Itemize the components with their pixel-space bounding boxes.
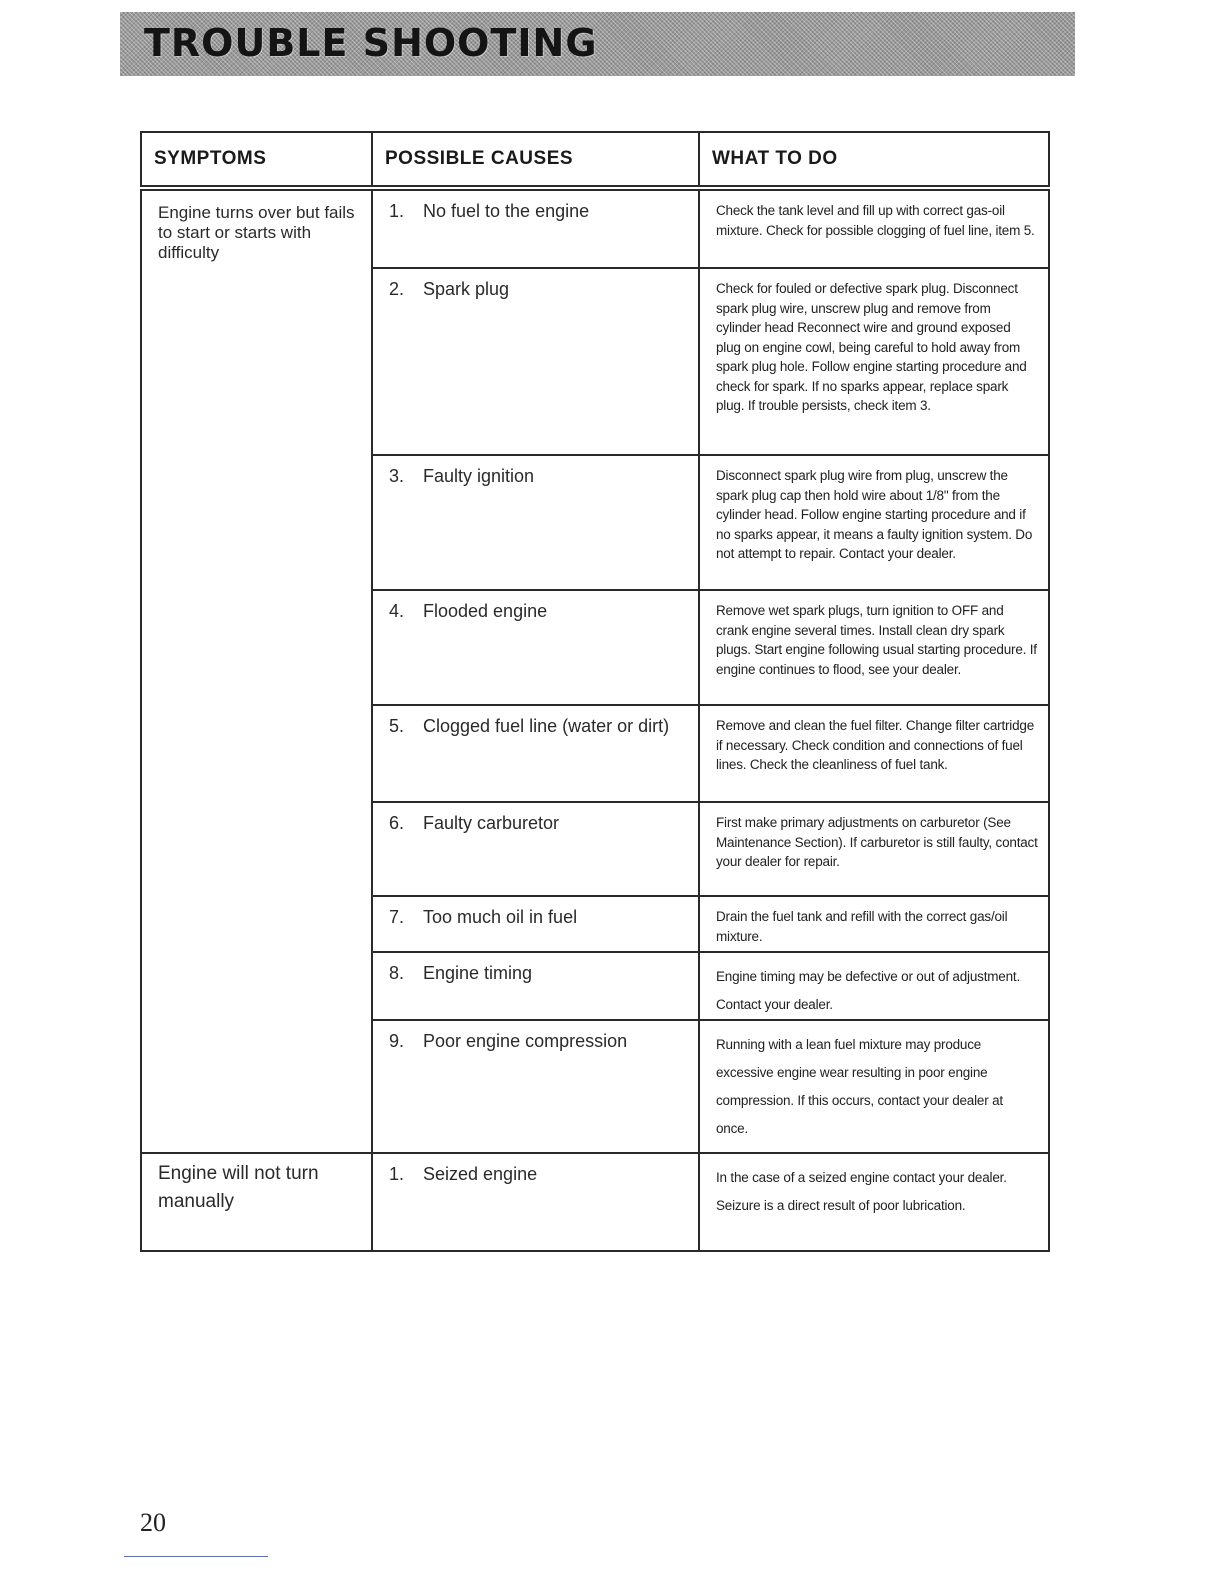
action-cell: Engine timing may be defective or out of adjustment. Contact your dealer.	[699, 952, 1049, 1020]
cause-text: Flooded engine	[423, 601, 548, 621]
cause-cell	[372, 1153, 699, 1251]
action-cell: Check for fouled or defective spark plug. Disconnect spark plug wire, unscrew plug and remove from cylinder head Reconnect wire and ground exposed plug on engine cowl, being careful to hold away from spark plug hole. Follow engine starting procedure and check for spark. If no sparks appear, replace spark plug. If trouble persists, check item 3.	[699, 268, 1049, 455]
footer-rule	[124, 1556, 268, 1557]
action-cell: Drain the fuel tank and refill with the correct gas/oil mixture.	[699, 896, 1049, 952]
cause-text: Seized engine	[423, 1164, 538, 1184]
table-row	[141, 188, 1049, 268]
cause-number: 4.	[389, 601, 405, 621]
cause-text: Poor engine compression	[423, 1031, 628, 1051]
cause-cell	[372, 455, 699, 590]
cause-number: 7.	[389, 907, 405, 927]
action-cell: Running with a lean fuel mixture may produce excessive engine wear resulting in poor engine compression. If this occurs, contact your dealer at once.	[699, 1020, 1049, 1153]
cause-cell	[372, 896, 699, 952]
action-cell: Remove wet spark plugs, turn ignition to OFF and crank engine several times. Install clean dry spark plugs. Start engine following usual starting procedure. If engine continues to flood, see your dealer.	[699, 590, 1049, 705]
cause-cell	[372, 268, 699, 455]
cause-number: 3.	[389, 466, 405, 486]
cause-number: 5.	[389, 716, 405, 736]
cause-cell	[372, 705, 699, 802]
cause-text: Faulty carburetor	[423, 813, 560, 833]
header-what-to-do: WHAT TO DO	[699, 132, 1049, 188]
cause-number: 2.	[389, 279, 405, 299]
cause-number: 9.	[389, 1031, 405, 1051]
cause-number: 8.	[389, 963, 405, 983]
cause-text: Engine timing	[423, 963, 533, 983]
action-cell: Disconnect spark plug wire from plug, unscrew the spark plug cap then hold wire about 1/8" from the cylinder head. Follow engine starting procedure and if no sparks appear, it means a faulty ignition system. Do not attempt to repair. Contact your dealer.	[699, 455, 1049, 590]
cause-text: Spark plug	[423, 279, 510, 299]
header-possible-causes: POSSIBLE CAUSES	[372, 132, 699, 188]
section-banner	[120, 12, 1075, 76]
action-cell: In the case of a seized engine contact your dealer. Seizure is a direct result of poor lubrication.	[699, 1153, 1049, 1251]
cause-text: Faulty ignition	[423, 466, 535, 486]
action-cell: Remove and clean the fuel filter. Change filter cartridge if necessary. Check condition and connections of fuel lines. Check the cleanliness of fuel tank.	[699, 705, 1049, 802]
header-symptoms: SYMPTOMS	[141, 132, 372, 188]
table-header-row	[141, 132, 1049, 188]
troubleshooting-table	[140, 131, 1050, 1252]
cause-cell	[372, 590, 699, 705]
symptom-cell: Engine will not turn manually	[141, 1153, 372, 1251]
action-cell: First make primary adjustments on carburetor (See Maintenance Section). If carburetor is still faulty, contact your dealer for repair.	[699, 802, 1049, 896]
action-cell: Check the tank level and fill up with correct gas-oil mixture. Check for possible clogging of fuel line, item 5.	[699, 188, 1049, 268]
symptom-cell: Engine turns over but fails to start or starts with difficulty	[141, 188, 372, 1153]
cause-number: 6.	[389, 813, 405, 833]
cause-number: 1.	[389, 1164, 405, 1184]
cause-cell	[372, 188, 699, 268]
cause-number: 1.	[389, 201, 405, 221]
section-title: TROUBLE SHOOTING	[144, 21, 598, 65]
cause-cell	[372, 802, 699, 896]
cause-text: No fuel to the engine	[423, 201, 590, 221]
table-row	[141, 1153, 1049, 1251]
cause-text: Clogged fuel line (water or dirt)	[423, 716, 670, 736]
page-number: 20	[140, 1508, 166, 1537]
cause-cell	[372, 952, 699, 1020]
cause-cell	[372, 1020, 699, 1153]
cause-text: Too much oil in fuel	[423, 907, 578, 927]
